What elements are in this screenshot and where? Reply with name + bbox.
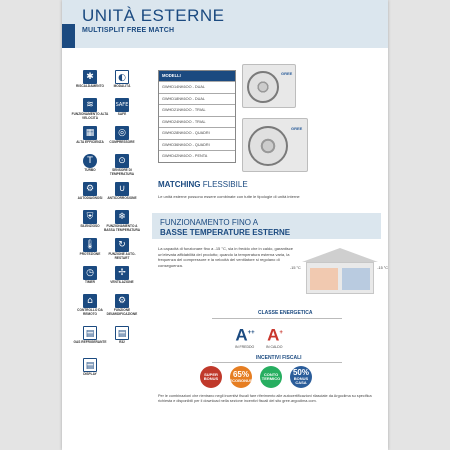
feature-icon-item: ✢ VENTILAZIONE: [110, 268, 134, 284]
matching-body: Le unità esterne possono essere combinate con tutte le tipologie di unità interne: [158, 194, 300, 199]
thermometer-icon: 🌡: [84, 240, 96, 250]
funzionamento-title-1: FUNZIONAMENTO FINO A: [160, 218, 259, 227]
incentivi-footer: Per le combinazioni che rientrano negli incentivi fiscali fare riferimento alle autocertificazioni rilasciate da Argoclima su specifica richiesta e disponibili per il download nella sezione incentivi fiscali del sito gree.argoclima.com.: [158, 394, 372, 403]
doc-icon: ▤: [83, 326, 97, 340]
energy-class-heat: A+: [267, 325, 283, 345]
house-roof: [302, 248, 378, 262]
safe-icon: SAFE: [115, 98, 129, 112]
doc-icon-2: ▤: [83, 358, 97, 372]
feature-icon-item: ◐ MODALITÀ: [102, 70, 142, 106]
fan-icon-large: [247, 71, 279, 103]
badge-ecobonus: 65% ECOBONUS: [230, 366, 252, 388]
feature-icon-item: ◷ TIMER: [70, 266, 110, 302]
funzionamento-title-2: BASSE TEMPERATURE ESTERNE: [160, 228, 291, 237]
snowflake-sun-icon: ✱: [83, 70, 97, 84]
table-row: GWHD42NK6OO - PENTA: [159, 150, 235, 162]
cool-room: [342, 268, 370, 290]
filter-icon: ▦: [83, 126, 97, 140]
divider: [212, 362, 342, 363]
table-row: GWHD21NK6OO - TRIAL: [159, 104, 235, 116]
house-illustration: [290, 248, 388, 296]
temp-right: -15 °C: [377, 266, 388, 270]
temp-left: -15 °C: [290, 266, 301, 270]
compressor-icon: ◎: [115, 126, 129, 140]
table-row: GWHD28NK6OO - QUADRI: [159, 127, 235, 139]
feature-icon-item: ⌂ CONTROLLO DA REMOTO: [77, 296, 103, 316]
badge-conto-termico: CONTO TERMICO: [260, 366, 282, 388]
feature-icon-item: ↻ FUNZIONE AUTO-RESTART: [108, 240, 136, 260]
page-title: UNITÀ ESTERNE: [82, 6, 225, 25]
feature-icon-item: ❄ FUNZIONAMENTO A BASSA TEMPERATURA: [103, 212, 141, 232]
funzionamento-body: La capacità di funzionare fino a -15 °C, sia in freddo che in caldo, garantisce un'elevata affidabilità del prodotto; quando la temperatura esterna varia, la frequenza del compressore e la velocità del ventilatore si regolano di conseguenza.: [158, 246, 294, 268]
doc-icon-3: ▤: [115, 326, 129, 340]
fan-icon: ✢: [115, 266, 129, 280]
outdoor-unit-image-large: [242, 118, 308, 172]
mode-icon: ◐: [115, 70, 129, 84]
table-row: GWHD36NK6OO - QUADRI: [159, 139, 235, 151]
feature-icon-item: SAFE SAFE: [102, 98, 142, 134]
recycle-icon: ↻: [115, 238, 129, 252]
feature-icon-item: ⊙ SENSORE DI TEMPERATURA: [109, 156, 135, 176]
feature-icon-item: ✱ RISCALDAMENTO: [76, 72, 104, 88]
outdoor-unit-image-small: [242, 64, 296, 108]
sensor-icon: ⊙: [115, 154, 129, 168]
shield-icon: ⛨: [83, 210, 97, 224]
magnet-icon: ∪: [115, 182, 129, 196]
feature-icon-item: ⚙ FUNZIONE DEUMIDIFICAZIONE: [106, 296, 138, 316]
table-row: GWHD24NK6OO - TRIAL: [159, 116, 235, 128]
home-icon: ⌂: [83, 294, 97, 308]
feature-icon-item: ◎ COMPRESSORE: [109, 128, 135, 144]
energy-class-heat-label: IN CALDO: [266, 345, 283, 349]
models-table-header: MODELLI: [159, 71, 235, 81]
page-header: [62, 0, 388, 48]
wind-icon: ≋: [83, 98, 97, 112]
badge-bonus-casa: 50% BONUS CASA: [290, 366, 312, 388]
incentivi-title: INCENTIVI FISCALI: [256, 355, 302, 361]
turbo-icon: T: [83, 154, 97, 168]
feature-icon-item: ▤ DISPLAY: [70, 358, 110, 394]
feature-icon-item: ▤ R32: [102, 326, 142, 362]
badge-superbonus: SUPER BONUS: [200, 366, 222, 388]
brand-logo: GREE: [281, 71, 293, 76]
feature-icon-item: ⛨ SILENZIOSO: [80, 212, 100, 228]
energy-class-cold-label: IN FREDDO: [235, 345, 255, 349]
gear-icon: ⚙: [115, 294, 129, 308]
snow-icon: ❄: [115, 210, 129, 224]
self-diag-icon: ⚙: [83, 182, 97, 196]
fan-icon-large-2: [248, 126, 288, 166]
feature-icon-item: ▤ GAS REFRIGERANTE: [70, 326, 110, 362]
feature-icon-item: ▦ ALTA EFFICIENZA: [76, 128, 104, 144]
feature-icon-item: ≋ FUNZIONAMENTO ALTA VELOCITÀ: [71, 100, 109, 120]
feature-icon-item: ⚙ AUTODIAGNOSI: [77, 184, 103, 200]
warm-room: [310, 268, 338, 290]
header-accent-bar: [62, 24, 75, 48]
feature-icon-item: 🌡 PROTEZIONE: [79, 240, 101, 256]
classe-title: CLASSE ENERGETICA: [258, 310, 313, 316]
clock-icon: ◷: [83, 266, 97, 280]
page-subtitle: MULTISPLIT FREE MATCH: [82, 27, 175, 34]
brand-logo-2: GREE: [291, 126, 303, 131]
models-table: [158, 70, 236, 163]
table-row: GWHD14NK6OO - DUAL: [159, 81, 235, 93]
energy-class-cold: A++: [235, 325, 255, 345]
feature-icon-item: T TURBO: [84, 156, 96, 172]
table-row: GWHD18NK6OO - DUAL: [159, 93, 235, 105]
catalog-page: [62, 0, 388, 450]
divider: [212, 318, 342, 319]
feature-icon-item: ∪ ANTICORROSIONE: [107, 184, 137, 200]
matching-title: MATCHING FLESSIBILE: [158, 180, 248, 189]
